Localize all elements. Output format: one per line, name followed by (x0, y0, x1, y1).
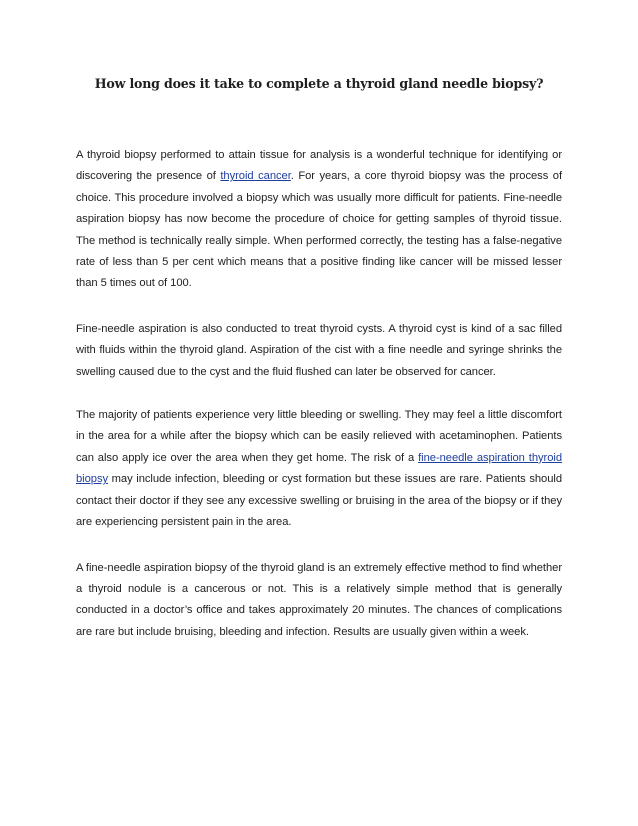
fine-needle-biopsy-link[interactable]: fine-needle aspiration thyroid biopsy (76, 451, 562, 486)
document-body (76, 145, 562, 667)
paragraph-3 (76, 405, 562, 533)
paragraph-3-text-after: may include infection, bleeding or cyst formation but these issues are rare. Patients should contact their doctor if they see any excessive swelling or bruising in the area of the biopsy or if they are experiencing persistent pain in the area. (76, 473, 562, 529)
paragraph-1-text-before: A thyroid biopsy performed to attain tissue for analysis is a wonderful technique for identifying or discovering the presence of (76, 149, 562, 183)
paragraph-4: A fine-needle aspiration biopsy of the thyroid gland is an extremely effective method to find whether a thyroid nodule is a cancerous or not. This is a relatively simple method that is generally conducted in a doctor’s office and takes approximately 20 minutes. The chances of complications are rare but include bruising, bleeding and infection. Results are usually given within a week. (76, 561, 562, 638)
paragraph-3-text-before: The majority of patients experience very little bleeding or swelling. They may feel a little discomfort in the area for a while after the biopsy which can be easily relieved with acetaminophen. Patients can also apply ice over the area when they get home. The risk of a (76, 409, 562, 464)
paragraph-1-text-after: . For years, a core thyroid biopsy was the process of choice. This procedure involved a biopsy which was usually more difficult for patients. Fine-needle aspiration biopsy has now become the procedure of choice for getting samples of thyroid tissue. The method is technically really simple. When performed correctly, the testing has a false-negative rate of less than 5 per cent which means that a positive finding like cancer will be missed lesser than 5 times out of 100. (76, 170, 563, 290)
paragraph-2: Fine-needle aspiration is also conducted to treat thyroid cysts. A thyroid cyst is kind of a sac filled with fluids within the thyroid gland. Aspiration of the cist with a fine needle and syringe shrinks the swelling caused due to the cyst and the fluid flushed can later be observed for cancer. (76, 322, 562, 378)
thyroid-cancer-link[interactable]: thyroid cancer (220, 170, 291, 183)
paragraph-1 (76, 145, 562, 295)
document-title: How long does it take to complete a thyroid gland needle biopsy? (94, 76, 544, 91)
